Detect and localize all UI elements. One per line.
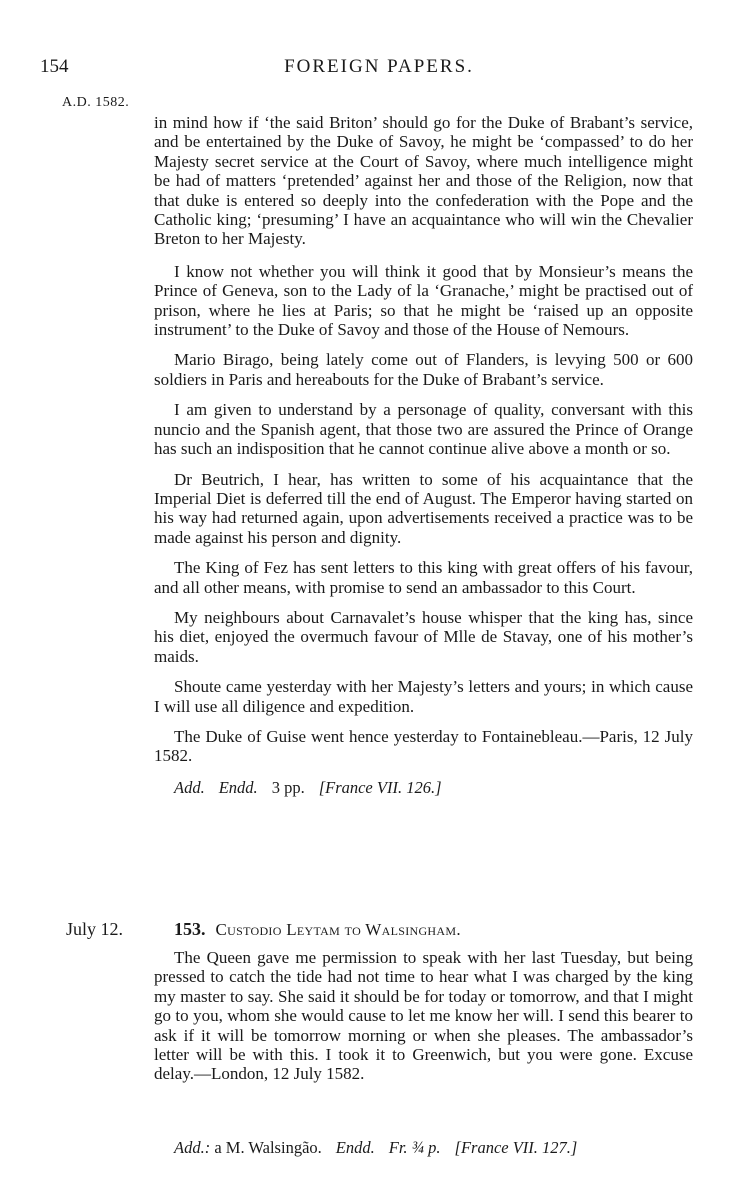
paragraph: Shoute came yesterday with her Majesty’s letters and yours; in which cause I will use all diligence and expedition. [154, 677, 693, 716]
letter-152-endorsement [154, 778, 693, 798]
page-number: 154 [40, 56, 69, 77]
letter-153-body [154, 948, 693, 1084]
endorsement-add: Add.: [174, 1138, 211, 1157]
paragraph: Mario Birago, being lately come out of Flanders, is levying 500 or 600 soldiers in Paris and hereabouts for the Duke of Brabant’s service. [154, 350, 693, 389]
endorsement-language: Fr. [388, 1138, 408, 1157]
endorsement-endd: Endd. [335, 1138, 375, 1157]
endorsement-pages: 3 pp. [271, 777, 305, 797]
paragraph: I know not whether you will think it good that by Monsieur’s means the Prince of Geneva, son to the Lady of la ‘Granache,’ might be practised out of prison, where he lies at Paris; so that he might be ‘raised up an opposite instrument’ to the Duke of Savoy and those of the House of Nemours. [154, 261, 693, 340]
paragraph: Dr Beutrich, I hear, has written to some of his acquaintance that the Imperial Diet is deferred till the end of August. The Emperor having started on his way had returned again, upon advertisements received a practice was to be made against his person and dignity. [154, 469, 693, 547]
endorsement-reference: [France VII. 126.] [318, 777, 442, 797]
endorsement-pages: ¾ p. [411, 1138, 441, 1157]
year-margin-note: A.D. 1582. [62, 95, 130, 110]
letter-153-endorsement [174, 1138, 577, 1158]
paragraph: The Queen gave me permission to speak with her last Tuesday, but being pressed to catch the tide had not time to hear what I was charged by the king my master to say. She said it should be for today or tomorrow, and that I might go to you, whom she would cause to let me know her will. I send this bearer to ask if it will be tomorrow morning or when she pleases. The ambassador’s letter will be with this. I took it to Greenwich, but you were gone. Excuse delay.—London, 12 July 1582. [154, 948, 693, 1084]
letter-153-heading [174, 918, 461, 941]
letter-152-body [154, 113, 693, 798]
endorsement-add: Add. [174, 777, 205, 797]
endorsement-addressee: a M. Walsingão. [214, 1138, 322, 1157]
running-title: FOREIGN PAPERS. [284, 56, 474, 77]
paragraph: The Duke of Guise went hence yesterday to Fontainebleau.—Paris, 12 July 1582. [154, 726, 693, 766]
paragraph: The King of Fez has sent letters to this king with great offers of his favour, and all other means, with promise to send an ambassador to this Court. [154, 558, 693, 597]
letter-153-date: July 12. [66, 919, 124, 939]
entry-title: Custodio Leytam to Walsingham. [215, 920, 461, 939]
paragraph: My neighbours about Carnavalet’s house whisper that the king has, since his diet, enjoyed the overmuch favour of Mlle de Stavay, one of his mother’s maids. [154, 607, 693, 666]
entry-number: 153. [174, 919, 206, 939]
endorsement-reference: [France VII. 127.] [454, 1138, 578, 1157]
paragraph: in mind how if ‘the said Briton’ should go for the Duke of Brabant’s service, and be entertained by the Duke of Savoy, he might be ‘compassed’ to do her Majesty secret service at the Court of Savoy, where much intelligence might be had of matters ‘pretended’ against her and those of the Religion, now that that duke is entered so deeply into the confederation with the Pope and the Catholic king; ‘presuming’ I have an acquaintance who will win the Chevalier Breton to her Majesty. [154, 113, 693, 249]
paragraph: I am given to understand by a personage of quality, conversant with this nuncio and the Spanish agent, that those two are assured the Prince of Orange has such an indisposition that he cannot continue alive above a month or so. [154, 400, 693, 459]
endorsement-endd: Endd. [218, 777, 258, 797]
